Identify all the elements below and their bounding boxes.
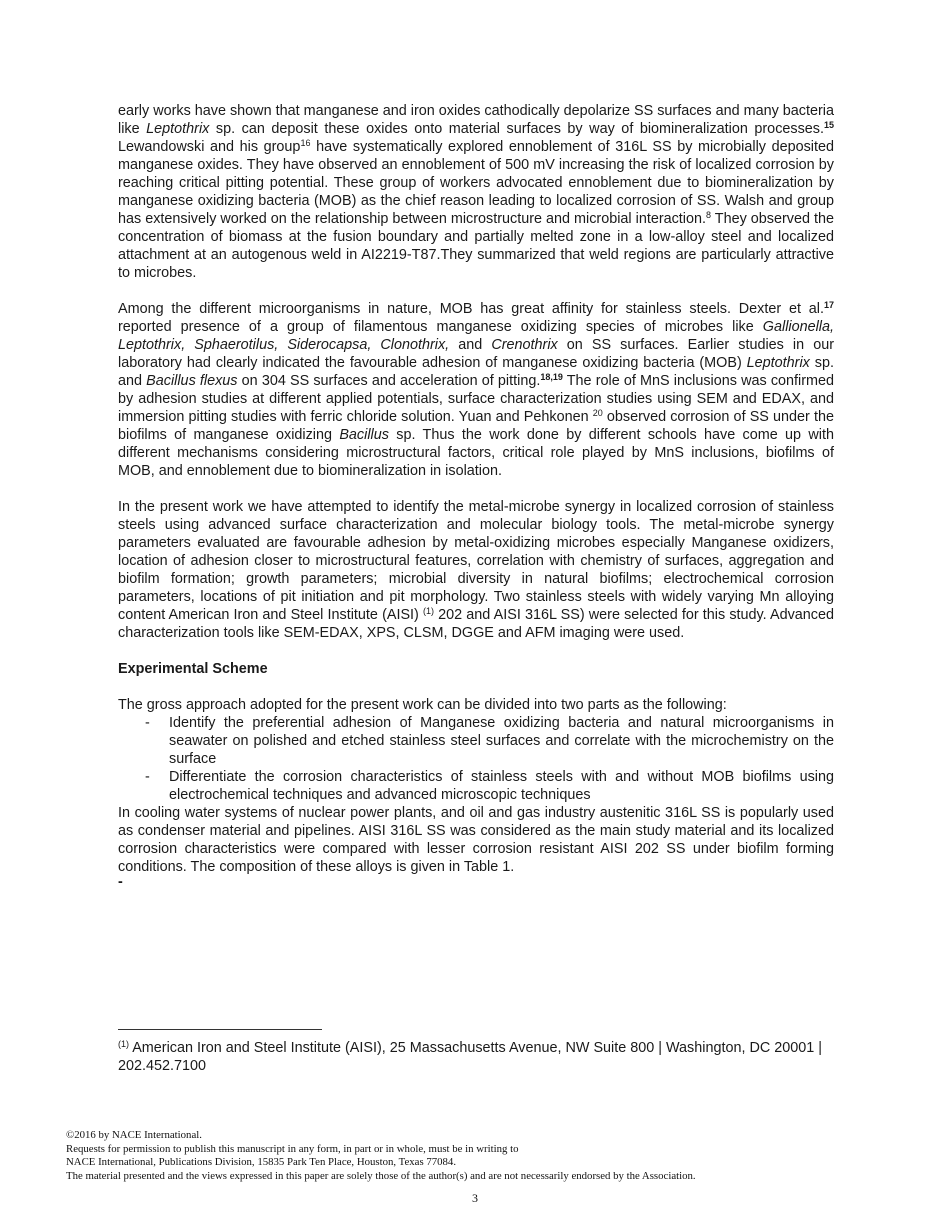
footer-line: NACE International, Publications Division, 15835 Park Ten Place, Houston, Texas 77084.: [66, 1156, 457, 1169]
paragraph-present-work: In the present work we have attempted to identify the metal-microbe synergy in localized corrosion of stainless steels using advanced surface characterization and molecular biology tools. The metal-microbe synergy parameters evaluated are favourable adhesion by metal-oxidizing microbes especially Manganese oxidizers, location of adhesion closer to microstructural features, correlation with chemistry of surfaces, aggregation and biofilm formation; growth parameters; microbial diversity in natural biofilms; electrochemical corrosion parameters, locations of pit initiation and pit morphology. Two stainless steels with widely varying Mn alloying content American Iron and Steel Institute (AISI) $^{(1)}$ 202 and AISI 316L SS) were selected for this study. Advanced characterization tools like SEM-EDAX, XPS, CLSM, DGGE and AFM imaging were used.: [118, 499, 834, 641]
footer-line: The material presented and the views expressed in this paper are solely those of the author(s) and are not necessarily endorsed by the Association.: [66, 1169, 696, 1182]
body-text: [118, 102, 834, 888]
footer-line: ©2016 by NACE International.: [66, 1129, 202, 1141]
reference-superscript: 15: [823, 120, 834, 130]
stray-dash: -: [118, 874, 123, 890]
copyright-footer: [66, 1129, 886, 1183]
paragraph-gross-approach: The gross approach adopted for the present work can be divided into two parts as the following:: [118, 697, 727, 713]
footnote-marker: (1): [118, 1039, 129, 1049]
list-bullet: -: [145, 715, 150, 731]
section-heading: Experimental Scheme: [118, 661, 268, 677]
paragraph-early-works: early works have shown that manganese and iron oxides cathodically depolarize SS surfaces and many bacteria like Leptothrix sp. can deposit these oxides onto material surfaces by way of biomineralization processes.$^{15}$ Lewandowski and his group$^{16}$ have systematically explored ennoblement of 316L SS by microbially deposited manganese oxides. They have observed an ennoblement of 500 mV increasing the risk of localized corrosion by reaching critical pitting potential. These group of workers advocated ennoblement due to biomineralization by manganese oxidizing bacteria (MOB) as the chief reason leading to localized corrosion of SS. Walsh and group has extensively worked on the relationship between microstructure and microbial interaction.$^8$ They observed the concentration of biomass at the fusion boundary and partially melted zone in a low-alloy steel and localized attachment at an autogenous weld in AI2219-T87.They summarized that weld regions are particularly attractive to microbes.: [118, 103, 834, 281]
list-item: - Identify the preferential adhesion of Manganese oxidizing bacteria and natural microorganisms in seawater on polished and etched stainless steel surfaces and correlate with the microchemistry on the surface: [145, 715, 834, 767]
page-number: 3: [472, 1191, 478, 1205]
reference-superscript: 8: [706, 210, 712, 220]
list-bullet: -: [145, 769, 150, 785]
reference-superscript: 20: [592, 408, 603, 418]
list-item: - Differentiate the corrosion characteristics of stainless steels with and without MOB biofilms using electrochemical techniques and advanced microscopic techniques: [145, 769, 834, 803]
reference-superscript: 17: [823, 300, 834, 310]
footnote: $^{(1)}$ American Iron and Steel Institute (AISI), 25 Massachusetts Avenue, NW Suite 800 | Washington, DC 20001 | 202.452.7100: [118, 1039, 822, 1074]
reference-superscript: 16: [300, 138, 311, 148]
approach-list: [118, 714, 834, 804]
footnote-separator: [118, 1029, 322, 1030]
footnote-marker: (1): [423, 606, 434, 616]
paragraph-mob-affinity: Among the different microorganisms in nature, MOB has great affinity for stainless steels. Dexter et al.$^{17}$ reported presence of a group of filamentous manganese oxidizing species of microbes like Gallionella, Leptothrix, Sphaerotilus, Siderocapsa, Clonothrix, and Crenothrix on SS surfaces. Earlier studies in our laboratory had clearly indicated the favourable adhesion of manganese oxidizing bacteria (MOB) Leptothrix sp. and Bacillus flexus on 304 SS surfaces and acceleration of pitting.$^{18,19}$ The role of MnS inclusions was confirmed by adhesion studies at different applied potentials, surface characterization studies using SEM and EDAX, and immersion pitting studies with ferric chloride solution. Yuan and Pehkonen $^{20}$ observed corrosion of SS under the biofilms of manganese oxidizing Bacillus sp. Thus the work done by different schools have come up with different mechanisms considering microstructural factors, critical role played by MnS inclusions, biofilms of MOB, and ennoblement due to biomineralization in isolation.: [118, 300, 835, 479]
footer-line: Requests for permission to publish this manuscript in any form, in part or in whole, must be in writing to: [66, 1142, 519, 1155]
reference-superscript: 18,19: [540, 372, 563, 382]
paragraph-cooling-water: In cooling water systems of nuclear power plants, and oil and gas industry austenitic 316L SS is popularly used as condenser material and pipelines. AISI 316L SS was considered as the main study material and its localized corrosion characteristics were compared with lesser corrosion resistant AISI 202 SS under biofilm forming conditions. The composition of these alloys is given in Table 1.: [118, 805, 834, 875]
